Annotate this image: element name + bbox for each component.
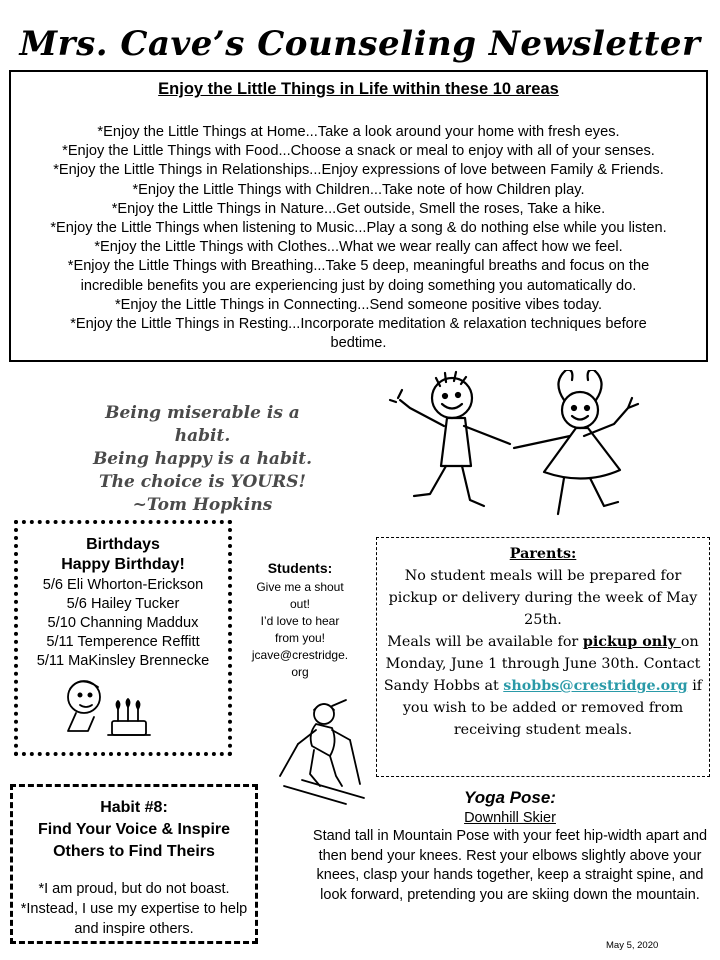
habit-line: *Instead, I use my expertise to help and inspire others. xyxy=(20,901,248,937)
habit-box xyxy=(10,784,258,944)
list-item: *Enjoy the Little Things in Resting...Incorporate meditation & relaxation techniques before bedtime. xyxy=(70,316,647,352)
parents-heading: Parents: xyxy=(509,546,577,562)
parents-text-part: Meals will be available for xyxy=(387,634,583,650)
list-item: *Enjoy the Little Things in Connecting...Send someone positive vibes today. xyxy=(114,296,603,313)
yoga-section xyxy=(304,788,716,905)
students-heading: Students: xyxy=(267,560,333,576)
list-item: *Enjoy the Little Things in Nature...Get outside, Smell the roses, Take a hike. xyxy=(111,200,606,217)
quote-line: The choice is YOURS! xyxy=(99,472,306,492)
list-item: *Enjoy the Little Things with Breathing...Take 5 deep, meaningful breaths and focus on the incredible benefits you are experiencing just by doing something you automatically do. xyxy=(67,258,650,294)
list-item: *Enjoy the Little Things with Food...Choose a snack or meal to enjoy with all of your senses. xyxy=(62,143,655,160)
birthdays-list xyxy=(18,576,228,671)
students-line: Give me a shout xyxy=(256,580,344,594)
issue-date: May 5, 2020 xyxy=(606,940,659,951)
habit-line: *I am proud, but do not boast. xyxy=(38,881,230,897)
students-body xyxy=(238,579,362,681)
little-things-heading: Enjoy the Little Things in Life within these 10 areas xyxy=(158,80,559,98)
students-line: I’d love to hear xyxy=(260,614,340,628)
birthday-entry: 5/10 Channing Maddux xyxy=(47,615,199,631)
students-line: out! xyxy=(289,597,310,611)
parents-email-link[interactable]: shobbs@crestridge.org xyxy=(503,678,688,694)
habit-title: Habit #8: xyxy=(100,799,168,816)
students-note xyxy=(238,560,362,681)
students-line: from you! xyxy=(274,631,325,645)
students-email[interactable]: jcave@crestridge. xyxy=(251,648,349,662)
dancing-kids-illustration xyxy=(384,370,670,528)
birthdays-title: Birthdays xyxy=(86,536,160,553)
parents-text-part: if you wish to be added or removed from receiving student meals. xyxy=(402,678,703,738)
list-item: *Enjoy the Little Things at Home...Take a look around your home with fresh eyes. xyxy=(97,124,620,140)
quote xyxy=(90,402,315,517)
quote-line: Being happy is a habit. xyxy=(92,449,313,469)
birthday-entry: 5/6 Eli Whorton-Erickson xyxy=(42,577,204,593)
list-item: *Enjoy the Little Things with Clothes...What we wear really can affect how we feel. xyxy=(94,239,623,256)
yoga-pose-name: Downhill Skier xyxy=(464,810,556,826)
habit-body xyxy=(13,879,255,939)
pickup-only-text: pickup only xyxy=(582,634,681,650)
little-things-list xyxy=(11,123,706,353)
list-item: *Enjoy the Little Things with Children...Take note of how Children play. xyxy=(132,181,585,198)
yoga-heading: Yoga Pose: xyxy=(464,788,556,807)
little-things-box xyxy=(9,70,708,362)
yoga-description: Stand tall in Mountain Pose with your feet hip-width apart and then bend your knees. Rest your elbows slightly above your knees, clasp your hands together, keep a straight spine, and look forward, pretending you are skiing down the mountain. xyxy=(312,828,708,903)
parents-paragraph: No student meals will be prepared for pickup or delivery during the week of May 25th. xyxy=(388,568,698,628)
students-email[interactable]: org xyxy=(291,665,309,679)
birthday-cake-icon xyxy=(62,675,152,747)
birthday-entry: 5/11 Temperence Reffitt xyxy=(46,634,200,650)
parents-text xyxy=(377,565,709,741)
quote-author: ~Tom Hopkins xyxy=(132,495,273,515)
birthdays-subtitle: Happy Birthday! xyxy=(61,556,185,573)
birthday-entry: 5/6 Hailey Tucker xyxy=(66,596,180,612)
newsletter-title: Mrs. Cave’s Counseling Newsletter xyxy=(19,24,701,64)
quote-line: Being miserable is a habit. xyxy=(105,403,300,446)
birthday-entry: 5/11 MaKinsley Brennecke xyxy=(36,653,210,669)
list-item: *Enjoy the Little Things when listening to Music...Play a song & do nothing else while you listen. xyxy=(50,220,667,237)
parents-box xyxy=(376,537,710,777)
parents-paragraph xyxy=(379,631,707,741)
list-item: *Enjoy the Little Things in Relationships...Enjoy expressions of love between Family & Friends. xyxy=(53,162,664,179)
parents-text-part: on Monday, June 1 through June 30th. Contact Sandy Hobbs at xyxy=(383,634,701,694)
habit-subtitle: Find Your Voice & Inspire Others to Find Theirs xyxy=(37,821,231,860)
